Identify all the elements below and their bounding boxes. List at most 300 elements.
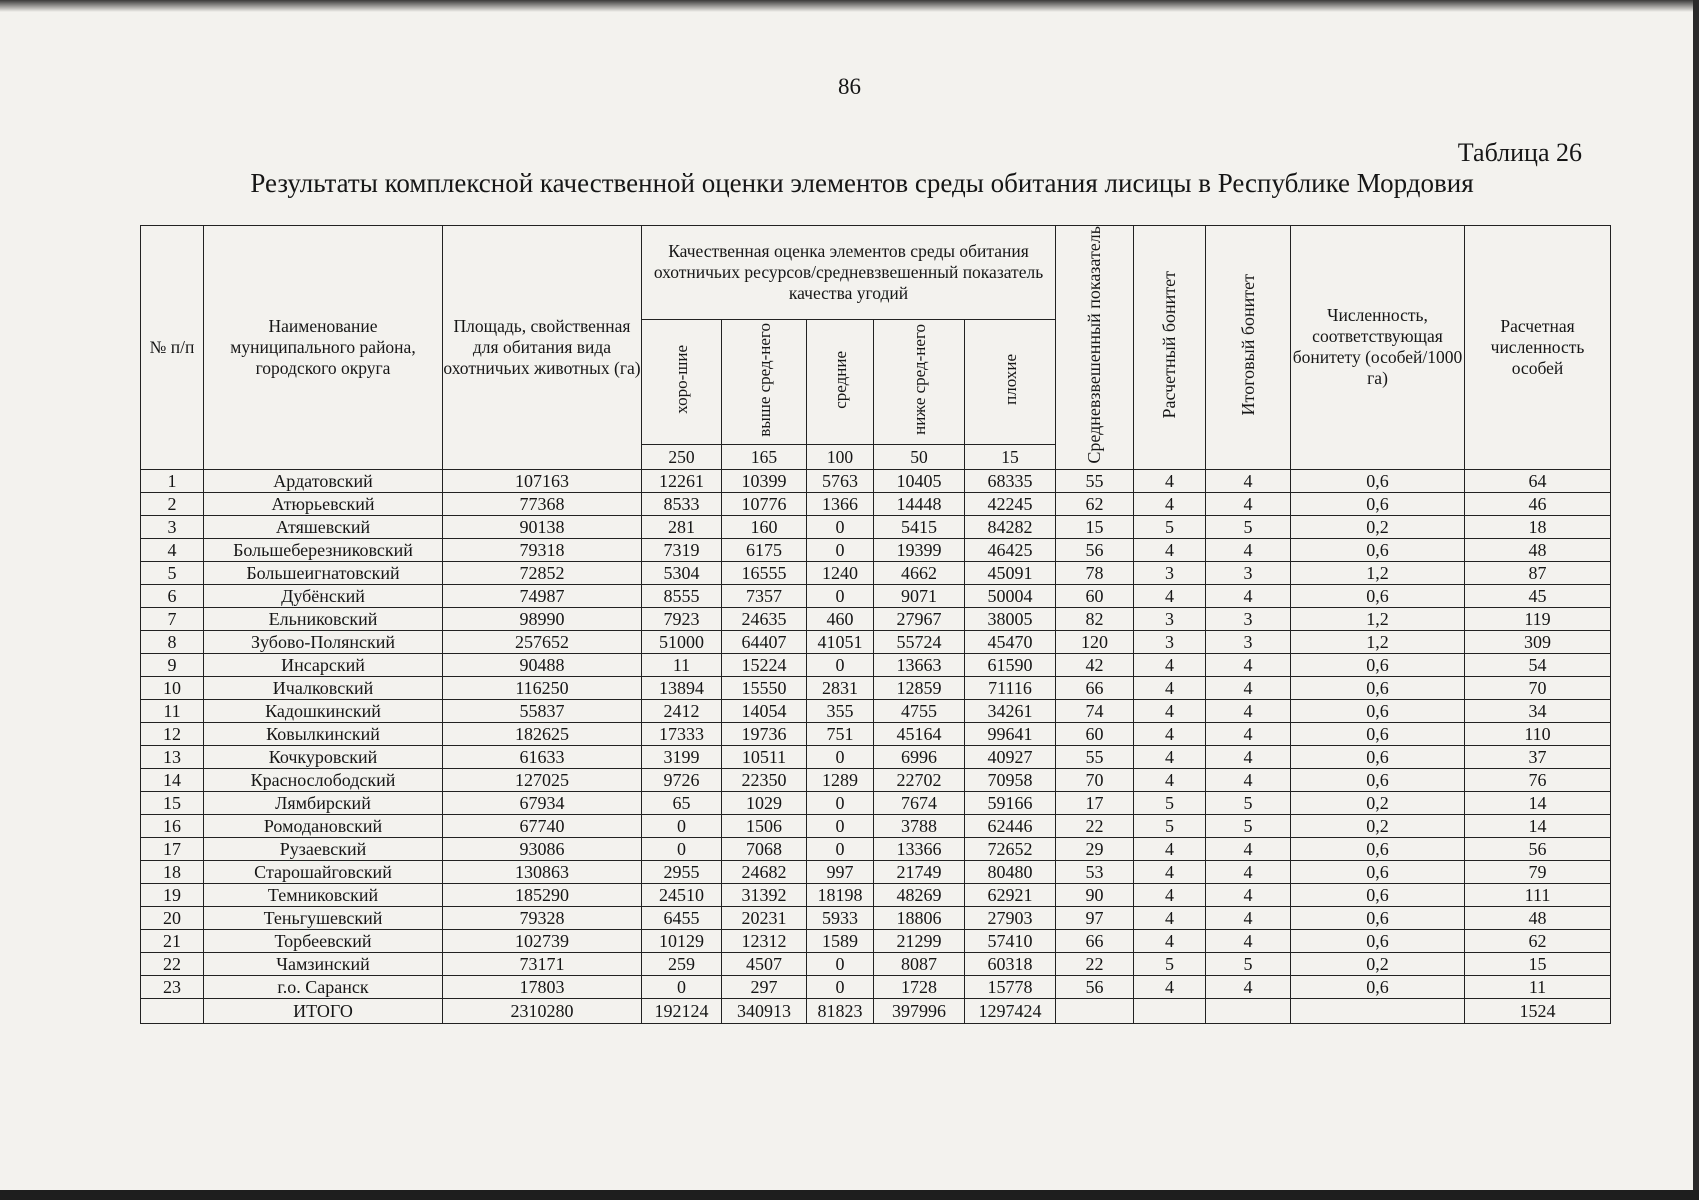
table-cell: 62 [1056, 492, 1134, 515]
header-name: Наименование муниципального района, городского округа [204, 226, 443, 470]
table-cell: 79318 [443, 538, 642, 561]
table-cell: 71116 [965, 676, 1056, 699]
table-cell: 48 [1465, 538, 1611, 561]
table-cell: Ардатовский [204, 469, 443, 492]
table-cell: 4 [1206, 975, 1291, 998]
table-cell: 4 [1134, 837, 1206, 860]
table-cell: 3788 [874, 814, 965, 837]
table-cell: 185290 [443, 883, 642, 906]
table-cell: 93086 [443, 837, 642, 860]
table-cell: 67740 [443, 814, 642, 837]
table-cell: 61590 [965, 653, 1056, 676]
table-cell: 8533 [642, 492, 722, 515]
table-cell: 355 [807, 699, 874, 722]
table-row [141, 883, 1611, 906]
table-cell: 22 [1056, 814, 1134, 837]
table-cell: 3 [1206, 630, 1291, 653]
table-cell: 5 [1206, 515, 1291, 538]
table-cell: 0,6 [1291, 906, 1465, 929]
table-cell: ИТОГО [204, 998, 443, 1023]
table-cell: 22702 [874, 768, 965, 791]
table-cell: 111 [1465, 883, 1611, 906]
table-cell: 259 [642, 952, 722, 975]
table-cell: 1366 [807, 492, 874, 515]
table-cell: 56 [1056, 538, 1134, 561]
table-cell: 21299 [874, 929, 965, 952]
table-cell: 64407 [722, 630, 807, 653]
table-cell: 13663 [874, 653, 965, 676]
table-cell: 0,2 [1291, 515, 1465, 538]
table-cell: 5415 [874, 515, 965, 538]
table-cell: 3199 [642, 745, 722, 768]
table-cell: 23 [141, 975, 204, 998]
table-cell: 4 [1134, 653, 1206, 676]
table-cell: 65 [642, 791, 722, 814]
table-cell: 8555 [642, 584, 722, 607]
table-cell: 4 [1134, 469, 1206, 492]
table-cell: 24635 [722, 607, 807, 630]
table-cell: 70 [1056, 768, 1134, 791]
table-row [141, 515, 1611, 538]
table-cell: 110 [1465, 722, 1611, 745]
header-calc-bonitet-label: Расчетный бонитет [1159, 271, 1180, 419]
table-cell: 5 [1134, 791, 1206, 814]
table-cell: 17 [141, 837, 204, 860]
table-cell: 21 [141, 929, 204, 952]
table-cell: 15778 [965, 975, 1056, 998]
table-cell: 18 [1465, 515, 1611, 538]
table-cell: 3 [1206, 607, 1291, 630]
table-cell: 4 [1206, 653, 1291, 676]
table-row [141, 630, 1611, 653]
table-cell: 11 [141, 699, 204, 722]
table-cell: Темниковский [204, 883, 443, 906]
table-cell: 0,6 [1291, 653, 1465, 676]
table-cell: 11 [642, 653, 722, 676]
table-cell: 0 [807, 538, 874, 561]
header-density: Численность, соответствующая бонитету (особей/1000 га) [1291, 226, 1465, 470]
header-final-bonitet [1206, 226, 1291, 470]
table-cell: 0 [807, 515, 874, 538]
table-cell: 257652 [443, 630, 642, 653]
table-cell: 12312 [722, 929, 807, 952]
table-cell: 19736 [722, 722, 807, 745]
table-cell: 54 [1465, 653, 1611, 676]
table-cell: 22 [1056, 952, 1134, 975]
table-cell: Старошайговский [204, 860, 443, 883]
table-cell: 3 [1134, 561, 1206, 584]
table-cell: 72852 [443, 561, 642, 584]
table-body [141, 469, 1611, 1023]
header-quality-weight: 250 [642, 445, 722, 469]
table-cell: 4 [1134, 860, 1206, 883]
table-cell: 68335 [965, 469, 1056, 492]
table-cell: 15550 [722, 676, 807, 699]
table-cell: 9 [141, 653, 204, 676]
table-cell: 0,2 [1291, 791, 1465, 814]
table-cell: 0 [642, 975, 722, 998]
table-cell: 460 [807, 607, 874, 630]
table-cell: 45 [1465, 584, 1611, 607]
table-cell: Большеигнатовский [204, 561, 443, 584]
table-cell: 1,2 [1291, 607, 1465, 630]
table-row [141, 952, 1611, 975]
table-cell: 60 [1056, 722, 1134, 745]
table-row [141, 561, 1611, 584]
table-cell: 4507 [722, 952, 807, 975]
table-cell: Зубово-Полянский [204, 630, 443, 653]
table-row [141, 768, 1611, 791]
table-cell: 9071 [874, 584, 965, 607]
table-cell: 281 [642, 515, 722, 538]
table-cell: 4 [1134, 722, 1206, 745]
header-quality-col [965, 319, 1056, 445]
table-cell: 4 [1206, 768, 1291, 791]
header-weighted [1056, 226, 1134, 470]
header-calc-population: Расчетная численность особей [1465, 226, 1611, 470]
table-cell: 56 [1056, 975, 1134, 998]
table-cell: Ельниковский [204, 607, 443, 630]
table-cell: 42245 [965, 492, 1056, 515]
header-quality-weight: 50 [874, 445, 965, 469]
table-cell: 64 [1465, 469, 1611, 492]
table-cell: 70 [1465, 676, 1611, 699]
table-cell: 4755 [874, 699, 965, 722]
header-quality-col-label: выше сред-него [754, 322, 774, 437]
header-quality-group: Качественная оценка элементов среды обитания охотничьих ресурсов/средневзвешенный показатель качества угодий [642, 226, 1056, 320]
table-cell: 0,6 [1291, 929, 1465, 952]
table-cell: 17 [1056, 791, 1134, 814]
table-cell: 77368 [443, 492, 642, 515]
table-cell: 22 [141, 952, 204, 975]
table-cell: 14054 [722, 699, 807, 722]
table-cell: 0,6 [1291, 768, 1465, 791]
table-cell: 17803 [443, 975, 642, 998]
table-cell: 20 [141, 906, 204, 929]
table-cell: 116250 [443, 676, 642, 699]
table-cell: 46425 [965, 538, 1056, 561]
table-cell: 12 [141, 722, 204, 745]
table-cell: 97 [1056, 906, 1134, 929]
table-cell: 21749 [874, 860, 965, 883]
table-cell: 24682 [722, 860, 807, 883]
table-cell: 61633 [443, 745, 642, 768]
table-cell: 1506 [722, 814, 807, 837]
table-cell: 16 [141, 814, 204, 837]
table-cell: 34261 [965, 699, 1056, 722]
table-cell: Инсарский [204, 653, 443, 676]
table-cell: 130863 [443, 860, 642, 883]
table-cell: 0,6 [1291, 722, 1465, 745]
table-cell: 4 [1134, 883, 1206, 906]
table-cell: 1524 [1465, 998, 1611, 1023]
table-cell: 7674 [874, 791, 965, 814]
table-row [141, 929, 1611, 952]
table-cell: 0 [642, 814, 722, 837]
table-cell: 1297424 [965, 998, 1056, 1023]
table-cell: Ромодановский [204, 814, 443, 837]
table-cell: 10776 [722, 492, 807, 515]
table-cell: 2831 [807, 676, 874, 699]
table-cell: 0,6 [1291, 745, 1465, 768]
table-cell: 102739 [443, 929, 642, 952]
table-row [141, 469, 1611, 492]
table-cell: 0,6 [1291, 469, 1465, 492]
table-cell: 4 [1134, 929, 1206, 952]
table-cell: 14 [1465, 791, 1611, 814]
header-quality-weight: 165 [722, 445, 807, 469]
table-cell: 4 [1206, 699, 1291, 722]
table-cell: 99641 [965, 722, 1056, 745]
table-cell: 27903 [965, 906, 1056, 929]
table-cell: 107163 [443, 469, 642, 492]
table-row [141, 607, 1611, 630]
table-cell: 62921 [965, 883, 1056, 906]
table-cell: 2310280 [443, 998, 642, 1023]
table-cell: 192124 [642, 998, 722, 1023]
table-cell: 1289 [807, 768, 874, 791]
table-cell: 0,6 [1291, 837, 1465, 860]
table-cell: 0,6 [1291, 676, 1465, 699]
table-cell: 0,6 [1291, 883, 1465, 906]
header-quality-col-label: средние [830, 350, 850, 409]
table-cell: 5933 [807, 906, 874, 929]
table-cell: 56 [1465, 837, 1611, 860]
table-cell: 160 [722, 515, 807, 538]
table-cell: 7923 [642, 607, 722, 630]
table-cell: 340913 [722, 998, 807, 1023]
table-cell: 10405 [874, 469, 965, 492]
table-cell: 7 [141, 607, 204, 630]
table-cell: 13 [141, 745, 204, 768]
table-cell: Кадошкинский [204, 699, 443, 722]
table-cell: 74987 [443, 584, 642, 607]
table-row [141, 584, 1611, 607]
table-cell: 309 [1465, 630, 1611, 653]
table-cell: 62 [1465, 929, 1611, 952]
table-label: Таблица 26 [1457, 138, 1582, 167]
table-cell: 0,2 [1291, 814, 1465, 837]
table-cell: 46 [1465, 492, 1611, 515]
table-cell: 79328 [443, 906, 642, 929]
header-calc-bonitet [1134, 226, 1206, 470]
table-cell: 4 [1134, 975, 1206, 998]
habitat-assessment-table [140, 225, 1611, 1024]
table-row [141, 814, 1611, 837]
table-cell: 0 [807, 814, 874, 837]
table-cell: 7357 [722, 584, 807, 607]
table-cell: 10399 [722, 469, 807, 492]
table-row [141, 837, 1611, 860]
table-cell: 0,6 [1291, 492, 1465, 515]
table-cell: 29 [1056, 837, 1134, 860]
table-cell: 119 [1465, 607, 1611, 630]
header-quality-col [722, 319, 807, 445]
table-cell: 82 [1056, 607, 1134, 630]
table-cell: 73171 [443, 952, 642, 975]
table-cell [141, 998, 204, 1023]
table-cell: 1029 [722, 791, 807, 814]
table-cell: 2412 [642, 699, 722, 722]
table-cell: Ковылкинский [204, 722, 443, 745]
table-cell: Лямбирский [204, 791, 443, 814]
table-cell: 18806 [874, 906, 965, 929]
table-cell: 397996 [874, 998, 965, 1023]
table-cell: 12261 [642, 469, 722, 492]
table-cell: 14448 [874, 492, 965, 515]
table-cell: 5 [1134, 952, 1206, 975]
table-cell: 67934 [443, 791, 642, 814]
header-quality-weight: 15 [965, 445, 1056, 469]
table-cell: 4 [141, 538, 204, 561]
header-quality-col-label: хоро-шие [672, 345, 691, 414]
table-cell: 98990 [443, 607, 642, 630]
table-cell: 4 [1206, 883, 1291, 906]
table-cell: 4 [1134, 676, 1206, 699]
table-cell: 3 [1134, 630, 1206, 653]
table-cell: 1240 [807, 561, 874, 584]
table-cell: Рузаевский [204, 837, 443, 860]
header-quality-col-label: плохие [1000, 354, 1020, 405]
table-cell: 20231 [722, 906, 807, 929]
table-cell: 1,2 [1291, 561, 1465, 584]
table-cell: 3 [141, 515, 204, 538]
table-cell: 51000 [642, 630, 722, 653]
table-cell: 0,6 [1291, 584, 1465, 607]
table-cell: 90488 [443, 653, 642, 676]
table-cell: 48269 [874, 883, 965, 906]
table-row [141, 860, 1611, 883]
table-cell: 50004 [965, 584, 1056, 607]
table-cell: 751 [807, 722, 874, 745]
table-row [141, 653, 1611, 676]
table-cell: 4 [1206, 722, 1291, 745]
table-cell: 5 [1206, 814, 1291, 837]
table-cell: 5 [1134, 515, 1206, 538]
table-cell: 17333 [642, 722, 722, 745]
table-cell: Кочкуровский [204, 745, 443, 768]
table-cell [1291, 998, 1465, 1023]
table-cell: 127025 [443, 768, 642, 791]
table-cell: 6 [141, 584, 204, 607]
table-cell: 4 [1134, 906, 1206, 929]
table-cell: 4 [1206, 469, 1291, 492]
table-cell: 90138 [443, 515, 642, 538]
table-cell: 182625 [443, 722, 642, 745]
table-cell: 297 [722, 975, 807, 998]
table-cell: 6455 [642, 906, 722, 929]
table-cell: 41051 [807, 630, 874, 653]
table-row [141, 745, 1611, 768]
table-row [141, 722, 1611, 745]
table-cell: 6996 [874, 745, 965, 768]
table-cell: 0,6 [1291, 699, 1465, 722]
table-cell: 5 [1206, 952, 1291, 975]
table-cell: 4 [1206, 860, 1291, 883]
table-cell: 80480 [965, 860, 1056, 883]
table-header [141, 226, 1611, 470]
header-quality-col-label: ниже сред-него [909, 324, 929, 435]
table-cell: 37 [1465, 745, 1611, 768]
header-weighted-label: Средневзвешенный показатель [1084, 226, 1105, 464]
table-cell: 5 [1134, 814, 1206, 837]
table-cell: 22350 [722, 768, 807, 791]
table-cell: 4 [1134, 584, 1206, 607]
table-cell: 45091 [965, 561, 1056, 584]
table-cell: 78 [1056, 561, 1134, 584]
table-row [141, 975, 1611, 998]
table-cell: 76 [1465, 768, 1611, 791]
table-cell: 66 [1056, 676, 1134, 699]
table-cell: 60 [1056, 584, 1134, 607]
table-cell: 4 [1134, 768, 1206, 791]
table-cell: Большеберезниковский [204, 538, 443, 561]
table-cell: 4 [1206, 584, 1291, 607]
table-cell: 4 [1134, 538, 1206, 561]
header-num: № п/п [141, 226, 204, 470]
table-cell: 18198 [807, 883, 874, 906]
table-row [141, 699, 1611, 722]
table-cell [1056, 998, 1134, 1023]
table-cell: 84282 [965, 515, 1056, 538]
table-cell: 19399 [874, 538, 965, 561]
table-cell: 72652 [965, 837, 1056, 860]
table-row [141, 492, 1611, 515]
table-cell: 5763 [807, 469, 874, 492]
table-cell: 4 [1206, 929, 1291, 952]
table-cell: 34 [1465, 699, 1611, 722]
table-cell: 0 [807, 584, 874, 607]
table-cell: 3 [1206, 561, 1291, 584]
table-cell: 1,2 [1291, 630, 1465, 653]
table-cell: Атюрьевский [204, 492, 443, 515]
table-cell: 0 [807, 837, 874, 860]
table-cell: 0 [807, 975, 874, 998]
header-quality-col [874, 319, 965, 445]
page-number: 86 [838, 74, 861, 99]
table-cell: 120 [1056, 630, 1134, 653]
table-cell: 48 [1465, 906, 1611, 929]
table-cell: 4 [1206, 538, 1291, 561]
header-area: Площадь, свойственная для обитания вида охотничьих животных (га) [443, 226, 642, 470]
table-cell: Торбеевский [204, 929, 443, 952]
table-cell: 12859 [874, 676, 965, 699]
table-cell: 38005 [965, 607, 1056, 630]
table-cell: Теньгушевский [204, 906, 443, 929]
table-row [141, 791, 1611, 814]
table-cell: 0,6 [1291, 860, 1465, 883]
table-cell: 0 [807, 745, 874, 768]
header-quality-weight: 100 [807, 445, 874, 469]
table-row [141, 538, 1611, 561]
table-cell: 6175 [722, 538, 807, 561]
table-cell: 81823 [807, 998, 874, 1023]
header-final-bonitet-label: Итоговый бонитет [1237, 274, 1258, 416]
table-cell: 0,6 [1291, 538, 1465, 561]
table-cell: 4 [1134, 699, 1206, 722]
table-cell: 14 [1465, 814, 1611, 837]
table-cell: 4 [1206, 676, 1291, 699]
table-cell: 4 [1206, 837, 1291, 860]
table-cell: 27967 [874, 607, 965, 630]
scan-edge-bottom [0, 1190, 1699, 1200]
table-cell: 7319 [642, 538, 722, 561]
table-cell: 15 [141, 791, 204, 814]
table-cell: 66 [1056, 929, 1134, 952]
table-cell: Атяшевский [204, 515, 443, 538]
table-cell: 60318 [965, 952, 1056, 975]
table-cell: г.о. Саранск [204, 975, 443, 998]
